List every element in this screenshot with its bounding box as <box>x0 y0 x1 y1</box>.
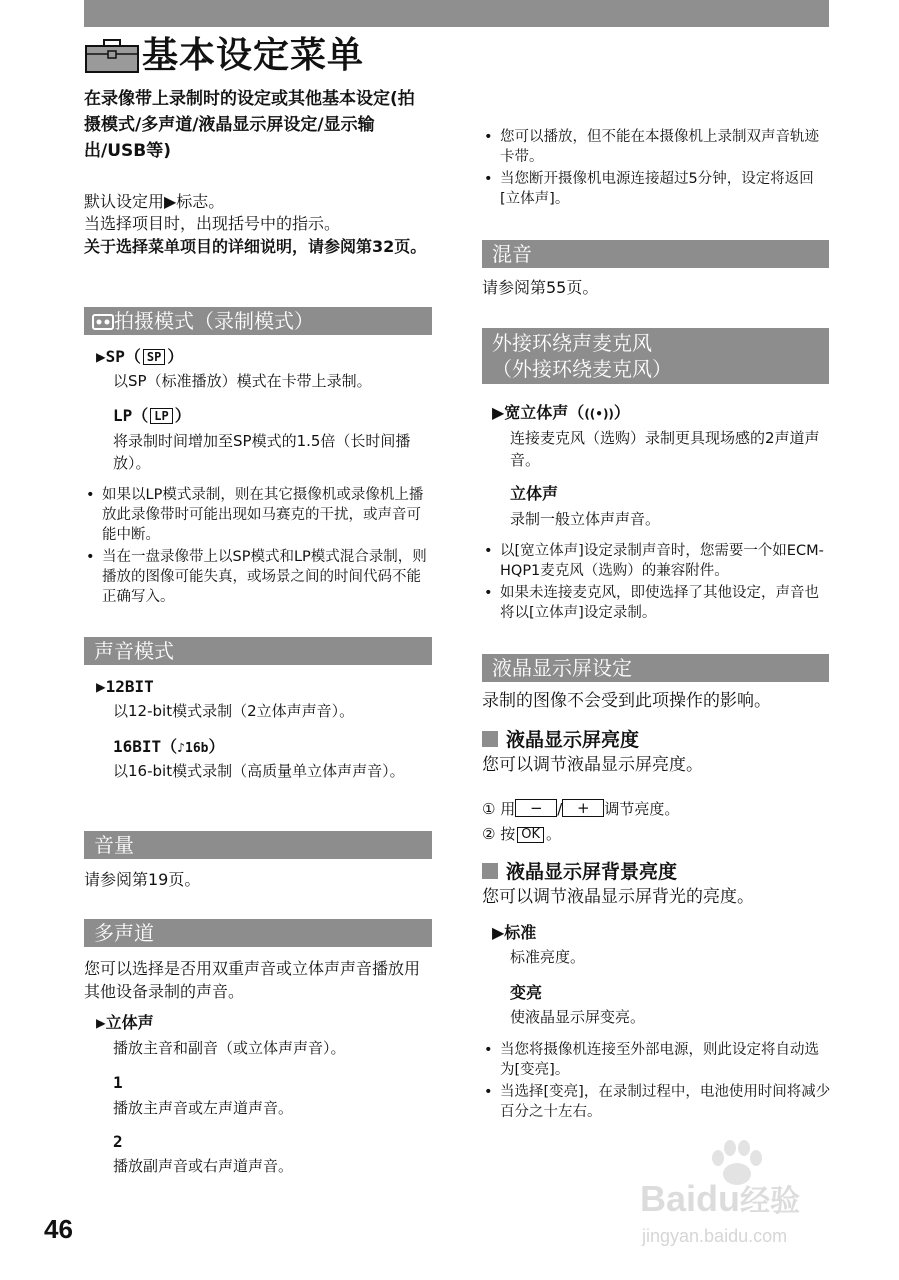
option-2-desc: 播放副声音或右声道声音。 <box>113 1157 294 1175</box>
plus-key-icon: + <box>562 799 604 817</box>
option-sp <box>96 346 183 368</box>
section-mix-title: 混音 <box>492 242 532 266</box>
lcd-brightness-title: 液晶显示屏亮度 <box>506 729 640 751</box>
option-ext-stereo: 立体声 <box>510 484 559 503</box>
list-item: • 当您将摄像机连接至外部电源，则此设定将自动选为[变亮]。 <box>482 1040 832 1080</box>
lcd-backlight-text: 您可以调节液晶显示屏背光的亮度。 <box>482 887 754 907</box>
option-1: 1 <box>113 1073 123 1092</box>
brightness-step-2 <box>482 823 561 846</box>
sp-badge: SP <box>143 349 165 365</box>
option-sp-desc: 以SP（标准播放）模式在卡带上录制。 <box>113 372 372 390</box>
mix-text: 请参阅第55页。 <box>482 278 599 297</box>
section-rec-mode-title: 拍摄模式（录制模式） <box>114 309 314 333</box>
default-note: 默认设定用▶标志。 <box>84 192 225 211</box>
option-wide-stereo-close: ） <box>613 403 630 422</box>
section-ext-mic <box>482 328 829 384</box>
square-bullet-icon <box>482 731 498 747</box>
step-2-text-b: 。 <box>546 825 562 843</box>
list-item: • 当您断开摄像机电源连接超过5分钟，设定将返回[立体声]。 <box>482 169 830 209</box>
page-number: 46 <box>44 1214 73 1244</box>
option-ext-stereo-desc: 录制一般立体声声音。 <box>510 510 661 528</box>
baidu-watermark <box>640 1140 850 1270</box>
list-item: • 以[宽立体声]设定录制声音时，您需要一个如ECM-HQP1麦克风（选购）的兼容附件。 <box>482 541 832 581</box>
list-item: • 如果以LP模式录制，则在其它摄像机或录像机上播放此录像带时可能出现如马赛克的干扰，或声音可能中断。 <box>84 485 434 545</box>
option-stereo-desc: 播放主音和副音（或立体声声音）。 <box>113 1039 346 1057</box>
brightness-step-1 <box>482 798 679 821</box>
step-1-number: ① <box>482 800 496 818</box>
step-1-text-a: 用 <box>500 800 516 818</box>
option-wide-stereo-desc: 连接麦克风（选购）录制更具现场感的2声道声音。 <box>510 429 820 469</box>
lp-badge: LP <box>150 408 172 424</box>
list-item: • 如果未连接麦克风，即使选择了其他设定，声音也将以[立体声]设定录制。 <box>482 583 832 623</box>
lcd-backlight-heading <box>482 859 677 885</box>
option-lp-close: ） <box>174 406 191 425</box>
option-lp-label: LP（ <box>113 406 149 425</box>
volume-text: 请参阅第19页。 <box>84 870 201 889</box>
lcd-notes <box>482 1040 832 1122</box>
list-item: • 当在一盘录像带上以SP模式和LP模式混合录制，则播放的图像可能失真，或场景之间的时间代码不能正确写入。 <box>84 547 434 607</box>
select-note: 当选择项目时，出现括号中的指示。 <box>84 214 341 233</box>
list-item: • 您可以播放，但不能在本摄像机上录制双声音轨迹卡带。 <box>482 127 830 167</box>
watermark-brand-b: du <box>696 1178 741 1219</box>
section-audio-mode <box>84 637 432 665</box>
option-bright-desc: 使液晶显示屏变亮。 <box>510 1008 646 1026</box>
list-item: • 当选择[变亮]，在录制过程中，电池使用时间将减少百分之十左右。 <box>482 1082 832 1122</box>
watermark-brand-a: Bai <box>640 1178 697 1219</box>
section-mix <box>482 240 829 268</box>
ext-mic-notes <box>482 541 832 623</box>
section-ext-mic-subtitle: （外接环绕麦克风） <box>492 357 672 381</box>
option-sp-label: ▶SP（ <box>96 347 141 366</box>
option-12bit-desc: 以12-bit模式录制（2立体声声音）。 <box>113 702 355 720</box>
option-lp-desc: 将录制时间增加至SP模式的1.5倍（长时间播放）。 <box>113 432 411 472</box>
page-title: 基本设定菜单 <box>142 35 365 76</box>
lcd-brightness-heading <box>482 727 639 753</box>
watermark-brand-c: 经验 <box>740 1185 801 1218</box>
reference-note: 关于选择菜单项目的详细说明，请参阅第32页。 <box>84 237 427 256</box>
square-bullet-icon <box>482 863 498 879</box>
section-audio-mode-title: 声音模式 <box>94 639 174 663</box>
step-2-number: ② <box>482 825 496 843</box>
section-multi-sound <box>84 919 432 947</box>
option-stereo: ▶立体声 <box>96 1013 154 1032</box>
lcd-brightness-text: 您可以调节液晶显示屏亮度。 <box>482 755 703 775</box>
section-ext-mic-title: 外接环绕声麦克风 <box>492 331 652 355</box>
watermark-url: jingyan.baidu.com <box>642 1226 788 1246</box>
step-1-slash: / <box>557 800 563 818</box>
toolbox-icon <box>84 38 140 74</box>
option-normal-desc: 标准亮度。 <box>510 948 586 966</box>
surround-icon: ((•)) <box>584 407 614 421</box>
lcd-set-text: 录制的图像不会受到此项操作的影响。 <box>482 691 771 711</box>
intro-text: 在录像带上录制时的设定或其他基本设定(拍摄模式/多声道/液晶显示屏设定/显示输出/USB等) <box>84 89 415 161</box>
option-12bit: ▶12BIT <box>96 677 154 696</box>
multi-sound-text: 您可以选择是否用双重声音或立体声声音播放用其他设备录制的声音。 <box>84 959 421 1001</box>
step-2-text-a: 按 <box>500 825 516 843</box>
option-bright: 变亮 <box>510 983 543 1002</box>
section-lcd-set <box>482 654 829 682</box>
watermark-brand <box>640 1176 800 1220</box>
lcd-backlight-title: 液晶显示屏背景亮度 <box>506 861 678 883</box>
multi-sound-notes <box>482 127 830 209</box>
page-header <box>84 34 364 78</box>
minus-key-icon: − <box>515 799 557 817</box>
option-16bit-desc: 以16-bit模式录制（高质量单立体声声音）。 <box>113 762 405 780</box>
option-wide-stereo <box>492 402 630 425</box>
option-16bit <box>113 736 225 760</box>
section-lcd-set-title: 液晶显示屏设定 <box>492 656 632 680</box>
rec-mode-notes <box>84 485 434 607</box>
section-multi-sound-title: 多声道 <box>94 921 154 945</box>
top-bar <box>84 0 829 27</box>
option-normal: ▶标准 <box>492 923 537 942</box>
option-16bit-label: 16BIT（ <box>113 737 178 756</box>
option-wide-stereo-label: ▶宽立体声（ <box>492 403 585 422</box>
step-1-text-b: 调节亮度。 <box>604 800 680 818</box>
option-lp <box>113 405 191 427</box>
ok-key-icon: OK <box>517 827 544 843</box>
section-volume <box>84 831 432 859</box>
option-2: 2 <box>113 1132 123 1151</box>
section-rec-mode <box>84 307 432 335</box>
tape-icon <box>92 314 114 330</box>
option-1-desc: 播放主声音或左声道声音。 <box>113 1099 294 1117</box>
section-volume-title: 音量 <box>94 833 134 857</box>
option-16bit-close: ） <box>208 737 225 756</box>
note-16b-icon: ♪16b <box>177 741 209 756</box>
option-sp-close: ） <box>167 347 184 366</box>
